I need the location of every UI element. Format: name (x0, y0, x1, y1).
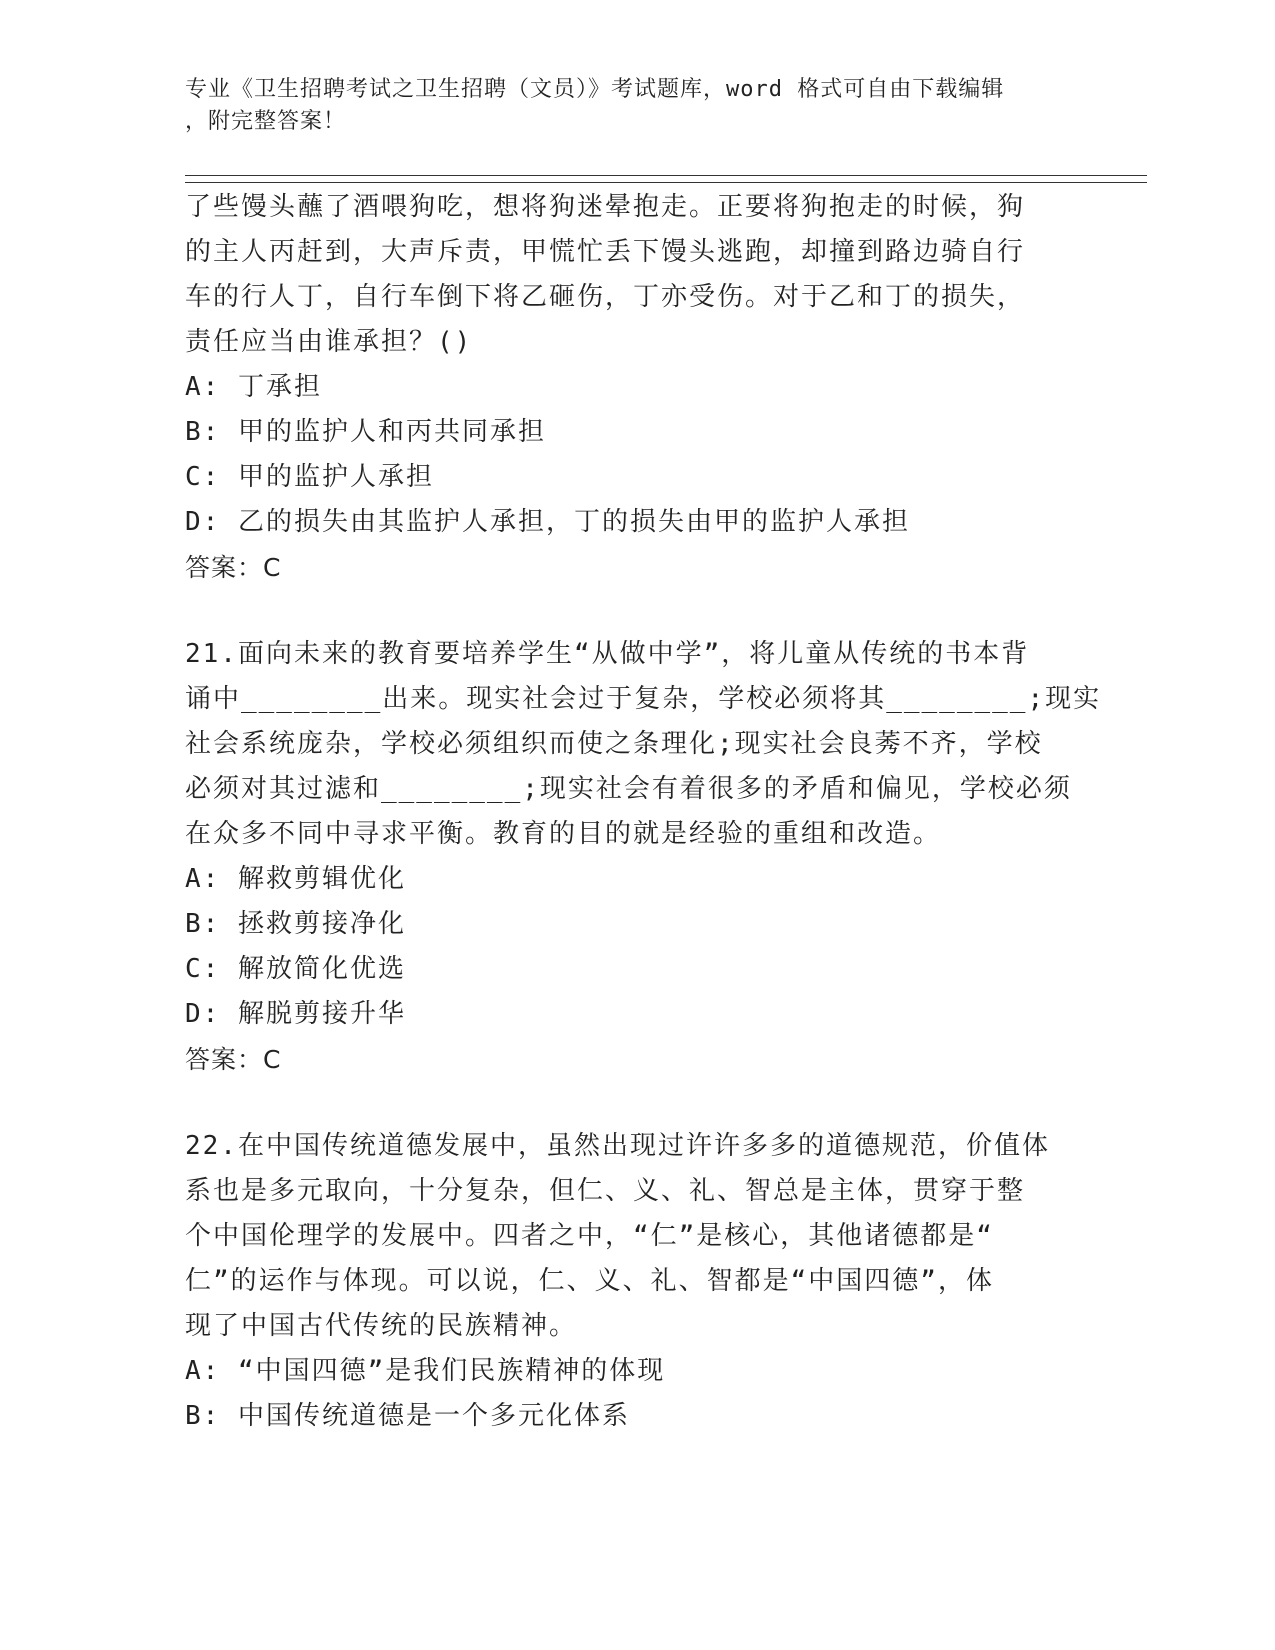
question-stem-line: 系也是多元取向，十分复杂，但仁、义、礼、智总是主体，贯穿于整 (185, 1176, 1026, 1206)
question-stem-line: 社会系统庞杂，学校必须组织而使之条理化;现实社会良莠不齐，学校 (185, 729, 1043, 759)
question-spacer (185, 1082, 1085, 1124)
option-b: B: 甲的监护人和丙共同承担 (185, 417, 546, 447)
option-b: B: 拯救剪接净化 (185, 909, 406, 939)
question-20 (185, 185, 1085, 590)
question-stem-line: 个中国伦理学的发展中。四者之中，“仁”是核心，其他诸德都是“ (185, 1221, 994, 1251)
question-stem-line: 21.面向未来的教育要培养学生“从做中学”，将儿童从传统的书本背 (185, 639, 1030, 669)
question-21 (185, 632, 1102, 1082)
option-a: A: 丁承担 (185, 372, 322, 402)
question-stem-line: 现了中国古代传统的民族精神。 (185, 1311, 578, 1341)
option-b: B: 中国传统道德是一个多元化体系 (185, 1401, 630, 1431)
question-22 (185, 1124, 1085, 1439)
option-d: D: 解脱剪接升华 (185, 999, 406, 1029)
option-c: C: 甲的监护人承担 (185, 462, 434, 492)
header-line-1: 专业《卫生招聘考试之卫生招聘（文员）》考试题库，word 格式可自由下载编辑 (185, 77, 1005, 102)
question-stem-line: 22.在中国传统道德发展中，虽然出现过许许多多的道德规范，价值体 (185, 1131, 1050, 1161)
question-spacer (185, 590, 1085, 632)
document-body (185, 185, 1102, 1439)
option-c: C: 解放简化优选 (185, 954, 406, 984)
option-a: A: 解救剪辑优化 (185, 864, 406, 894)
question-stem-line: 在众多不同中寻求平衡。教育的目的就是经验的重组和改造。 (185, 819, 942, 849)
header-line-2: ，附完整答案！ (185, 109, 347, 134)
question-stem-line: 必须对其过滤和________;现实社会有着很多的矛盾和偏见，学校必须 (185, 774, 1072, 804)
page-header (185, 74, 1065, 138)
question-stem-line: 的主人丙赶到，大声斥责，甲慌忙丢下馒头逃跑，却撞到路边骑自行 (185, 237, 1026, 267)
answer-line: 答案：C (185, 553, 282, 582)
answer-line: 答案：C (185, 1045, 282, 1074)
question-stem-line: 责任应当由谁承担？() (185, 327, 473, 357)
option-d: D: 乙的损失由其监护人承担，丁的损失由甲的监护人承担 (185, 507, 910, 537)
option-a: A: “中国四德”是我们民族精神的体现 (185, 1356, 666, 1386)
question-stem-line: 车的行人丁，自行车倒下将乙砸伤，丁亦受伤。对于乙和丁的损失， (185, 282, 1026, 312)
header-double-rule (185, 175, 1147, 183)
question-stem-line: 诵中________出来。现实社会过于复杂，学校必须将其________;现实 (185, 684, 1102, 714)
question-stem-line: 仁”的运作与体现。可以说，仁、义、礼、智都是“中国四德”，体 (185, 1266, 994, 1296)
question-stem-line: 了些馒头蘸了酒喂狗吃，想将狗迷晕抱走。正要将狗抱走的时候，狗 (185, 192, 1026, 222)
